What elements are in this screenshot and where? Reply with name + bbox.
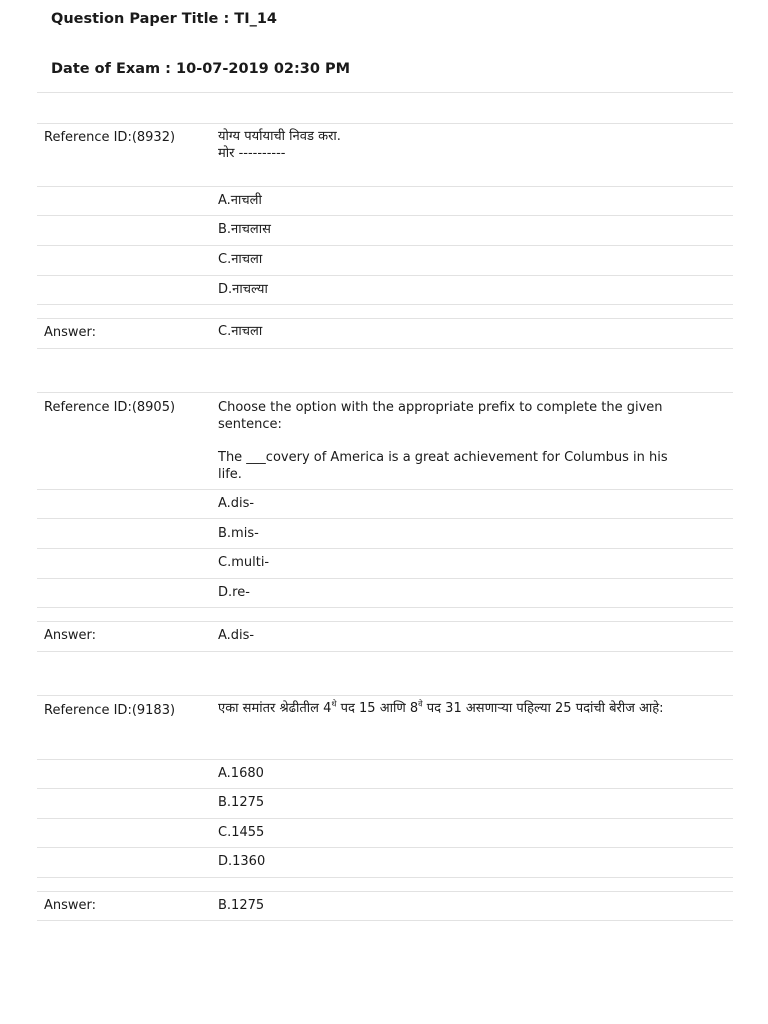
ordinal-suffix: वे	[418, 699, 423, 709]
answer-value: A.dis-	[218, 628, 255, 643]
divider	[37, 788, 733, 789]
exam-date-value: 10-07-2019 02:30 PM	[176, 61, 351, 77]
divider	[37, 123, 733, 124]
divider	[37, 920, 733, 921]
option-a: A.नाचली	[218, 193, 262, 208]
divider	[37, 489, 733, 490]
option-c: C.multi-	[218, 555, 270, 570]
divider	[37, 877, 733, 878]
divider	[37, 275, 733, 276]
question-line: योग्य पर्यायाची निवड करा.	[218, 129, 341, 144]
paper-title: Question Paper Title : TI_14	[51, 11, 278, 27]
divider	[37, 186, 733, 187]
question-text	[218, 399, 678, 483]
option-b: B.नाचलास	[218, 222, 271, 237]
option-c: C.नाचला	[218, 252, 263, 267]
reference-id: Reference ID:(9183)	[44, 703, 176, 718]
divider	[37, 651, 733, 652]
divider	[37, 759, 733, 760]
answer-label: Answer:	[44, 325, 97, 340]
answer-label: Answer:	[44, 628, 97, 643]
answer-value: B.1275	[218, 898, 265, 913]
divider	[37, 392, 733, 393]
divider	[37, 695, 733, 696]
divider	[37, 245, 733, 246]
divider	[37, 548, 733, 549]
divider	[37, 607, 733, 608]
question-text	[218, 700, 723, 717]
question-text-part: पद 15 आणि 8	[336, 701, 419, 716]
question-line: Choose the option with the appropriate prefix to complete the given sentence:	[218, 400, 663, 432]
question-line: मोर ----------	[218, 146, 286, 161]
reference-id: Reference ID:(8932)	[44, 130, 176, 145]
question-line: The ___covery of America is a great achievement for Columbus in his life.	[218, 450, 668, 482]
paper-title-label: Question Paper Title	[51, 11, 219, 27]
option-d: D.re-	[218, 585, 250, 600]
divider	[37, 891, 733, 892]
paper-title-value: TI_14	[234, 11, 278, 27]
divider	[37, 518, 733, 519]
question-text	[218, 128, 723, 162]
question-text-part: एका समांतर श्रेढीतील 4	[218, 701, 332, 716]
exam-date-label: Date of Exam	[51, 61, 161, 77]
divider	[37, 348, 733, 349]
option-d: D.नाचल्या	[218, 282, 268, 297]
reference-id: Reference ID:(8905)	[44, 400, 176, 415]
question-text-part: पद 31 असणाऱ्या पहिल्या 25 पदांची बेरीज आहे:	[422, 701, 664, 716]
ordinal-suffix: थे	[331, 699, 337, 709]
divider	[37, 818, 733, 819]
option-a: A.dis-	[218, 496, 255, 511]
divider	[37, 304, 733, 305]
divider	[37, 215, 733, 216]
exam-date: Date of Exam : 10-07-2019 02:30 PM	[51, 61, 351, 77]
option-b: B.1275	[218, 795, 265, 810]
divider	[37, 578, 733, 579]
option-c: C.1455	[218, 825, 265, 840]
answer-label: Answer:	[44, 898, 97, 913]
divider	[37, 318, 733, 319]
answer-value: C.नाचला	[218, 324, 263, 339]
option-d: D.1360	[218, 854, 266, 869]
divider	[37, 92, 733, 93]
divider	[37, 621, 733, 622]
option-a: A.1680	[218, 766, 264, 781]
divider	[37, 847, 733, 848]
option-b: B.mis-	[218, 526, 259, 541]
